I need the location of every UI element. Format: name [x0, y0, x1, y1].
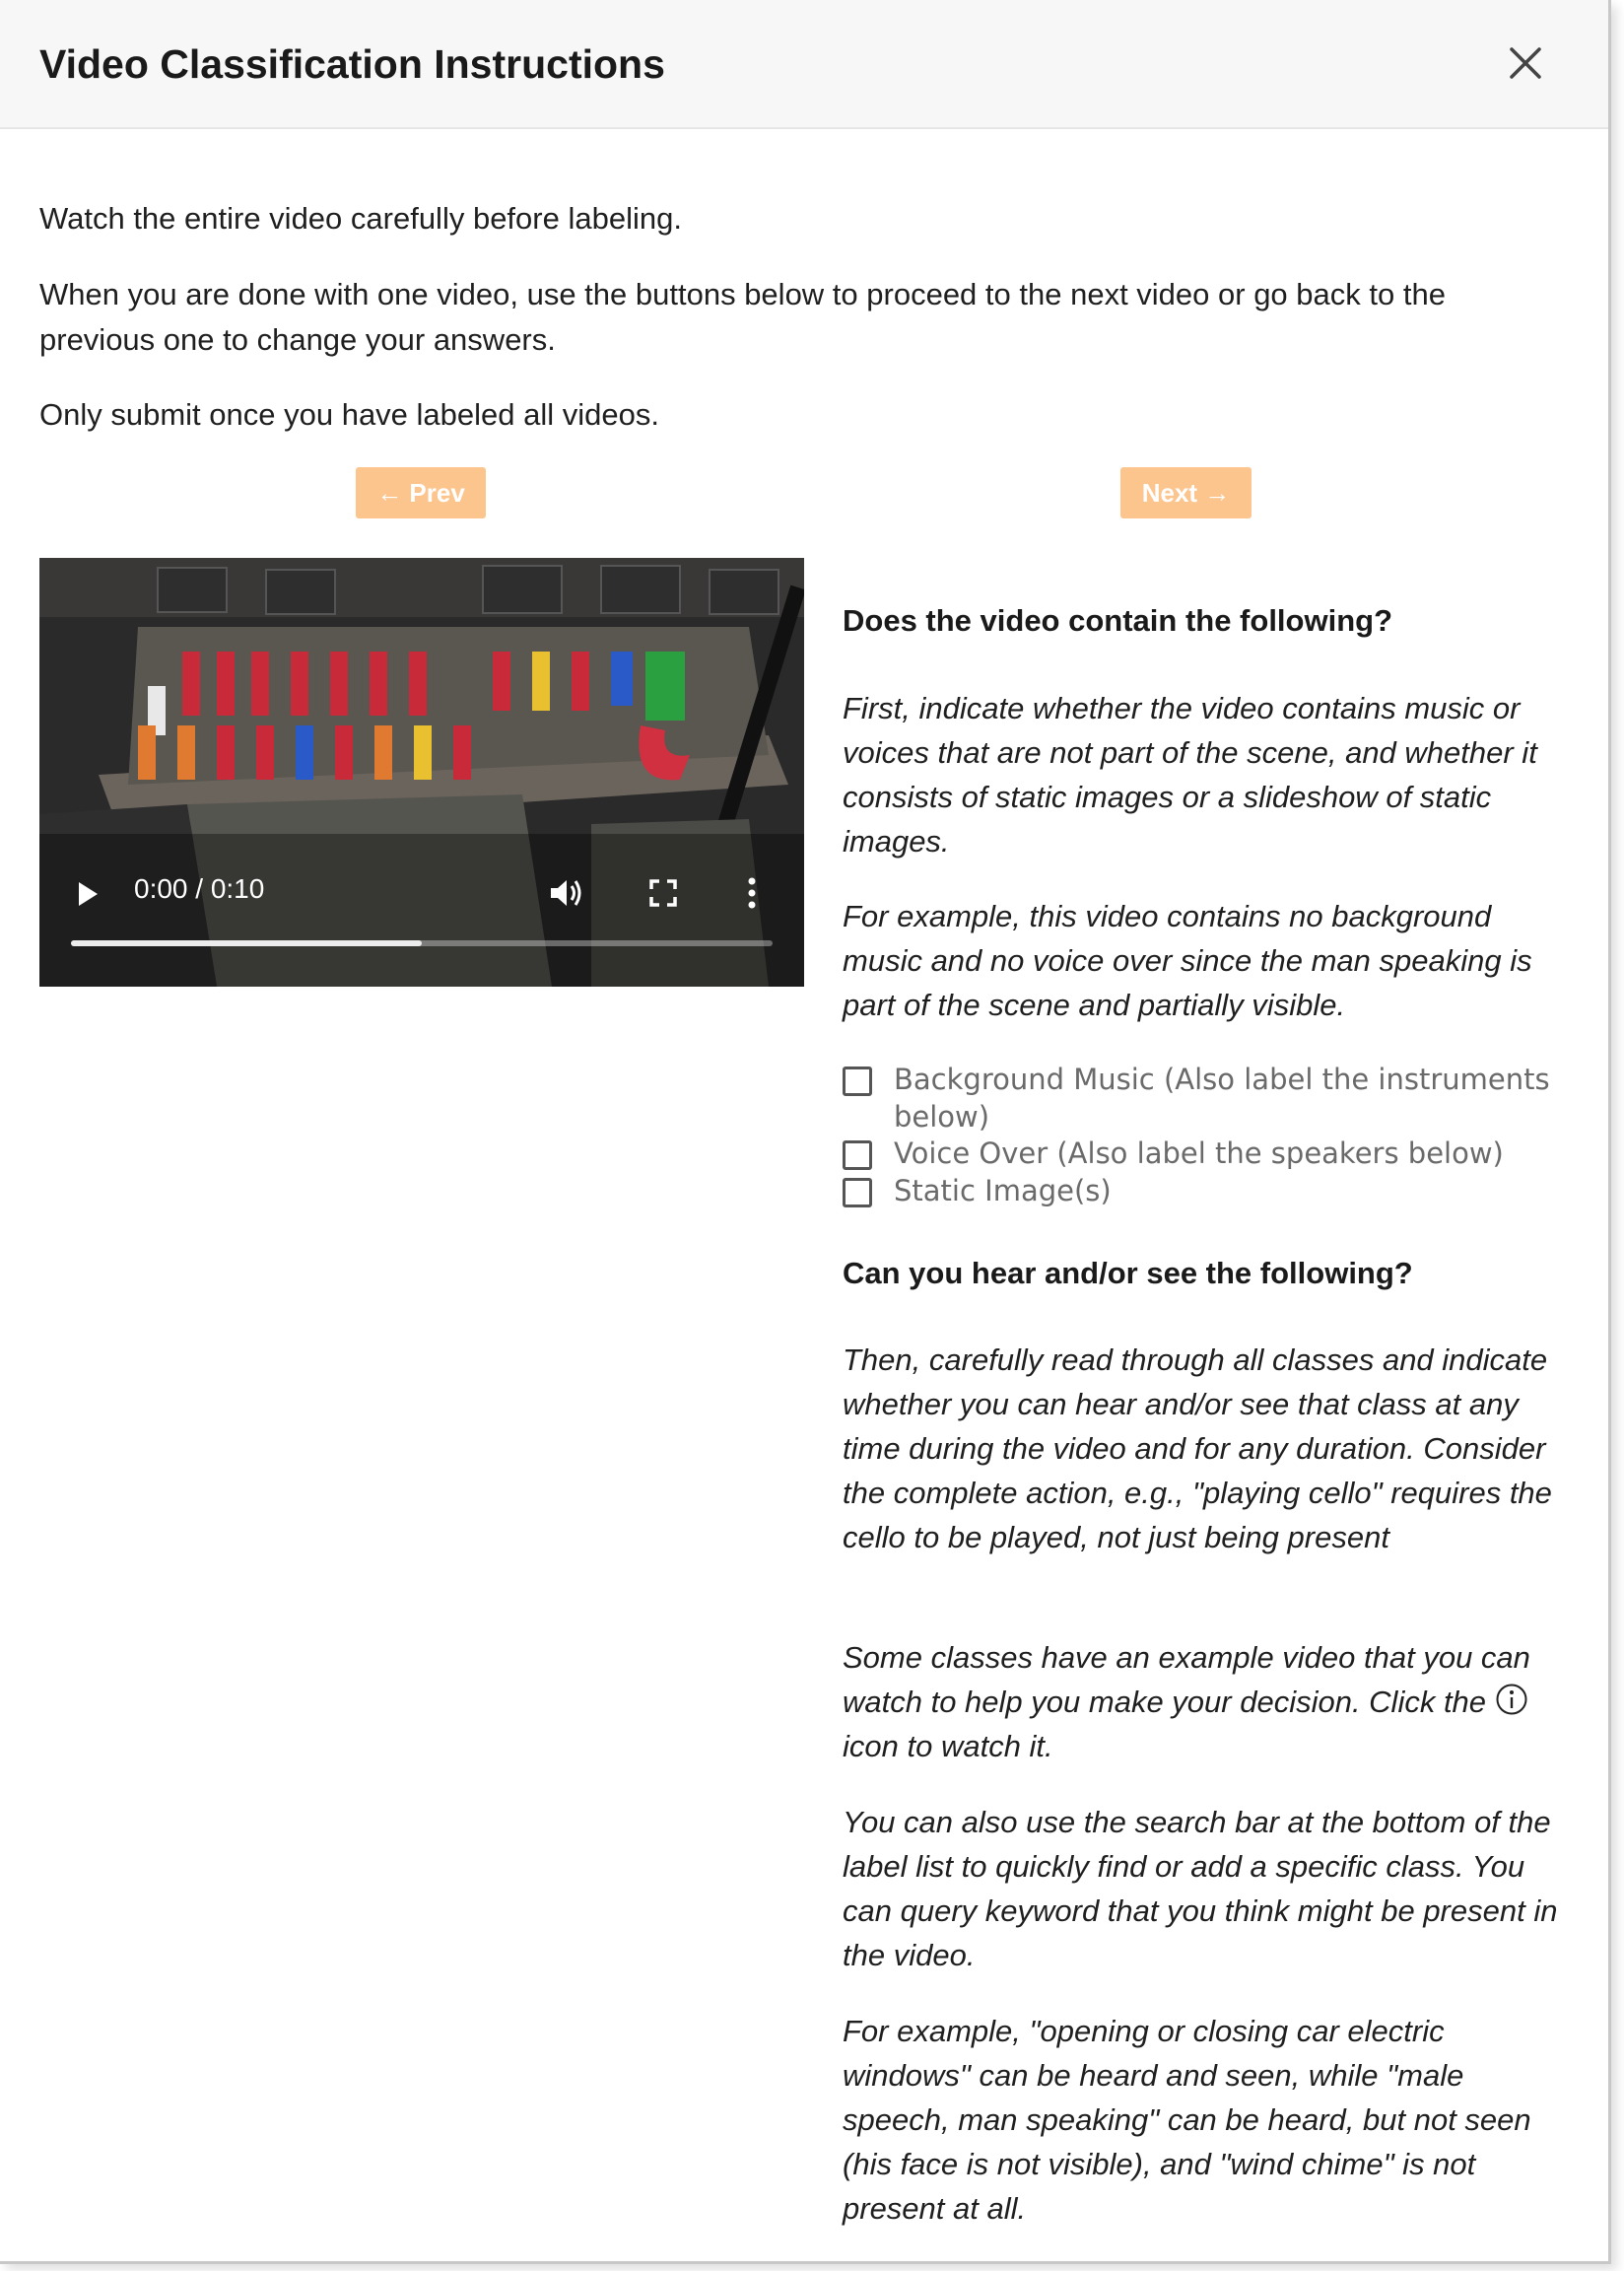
background-music-checkbox[interactable] — [843, 1067, 872, 1096]
static-images-checkbox[interactable] — [843, 1178, 872, 1207]
video-player[interactable] — [39, 558, 804, 987]
next-button[interactable]: Next → — [1120, 467, 1252, 518]
section2-paragraph-3: You can also use the search bar at the bottom of the label list to quickly find or add a specific class. You can query keyword that you think might be present in the video. — [843, 1805, 1558, 1972]
intro-paragraph-2: When you are done with one video, use the buttons below to proceed to the next video or go back to the previous one to change your answers. — [39, 277, 1446, 357]
close-icon[interactable] — [1502, 39, 1549, 87]
background-music-label: Background Music (Also label the instruments below) — [894, 1063, 1550, 1134]
intro-paragraph-1: Watch the entire video carefully before labeling. — [39, 201, 682, 236]
modal-title: Video Classification Instructions — [39, 41, 665, 87]
voice-over-label: Voice Over (Also label the speakers below) — [894, 1136, 1504, 1170]
info-icon — [1495, 1683, 1528, 1716]
section2-paragraph-1: Then, carefully read through all classes and indicate whether you can hear and/or see that class at any time during the video and for any duration. Consider the complete action, e.g., "playing cello" requires the cello to be played, not just being present — [843, 1342, 1552, 1554]
section1-heading: Does the video contain the following? — [843, 603, 1393, 638]
voice-over-checkbox[interactable] — [843, 1140, 872, 1170]
option-background-music[interactable] — [843, 1061, 1564, 1136]
video-progress-fill — [71, 940, 422, 946]
volume-icon[interactable] — [548, 875, 583, 911]
section2-paragraph-4: For example, "opening or closing car electric windows" can be heard and seen, while "male speech, man speaking" can be heard, but not seen (his face is not visible), and "wind chime" is not present at all. — [843, 2014, 1531, 2226]
fullscreen-icon[interactable] — [648, 878, 678, 908]
option-static-images[interactable] — [843, 1172, 1112, 1209]
play-icon[interactable] — [77, 881, 99, 907]
section1-paragraph-1: First, indicate whether the video contains music or voices that are not part of the scene, and whether it consists of static images or a slideshow of static images. — [843, 691, 1537, 859]
section2-paragraph-2-before: Some classes have an example video that you can watch to help you make your decision. Click the — [843, 1640, 1530, 1719]
static-images-label: Static Image(s) — [894, 1174, 1112, 1207]
option-voice-over[interactable] — [843, 1135, 1504, 1172]
modal-header — [0, 0, 1608, 129]
more-vert-icon[interactable] — [746, 876, 758, 910]
video-progress-track[interactable] — [71, 940, 773, 946]
video-time: 0:00 / 0:10 — [134, 873, 265, 904]
intro-paragraph-3: Only submit once you have labeled all videos. — [39, 397, 659, 432]
video-frame — [39, 558, 804, 987]
section2-heading: Can you hear and/or see the following? — [843, 1256, 1413, 1290]
section1-paragraph-2: For example, this video contains no background music and no voice over since the man speaking is part of the scene and partially visible. — [843, 899, 1532, 1022]
prev-button[interactable]: ← Prev — [356, 467, 486, 518]
section2-paragraph-2 — [843, 1635, 1572, 1768]
section2-paragraph-2-after: icon to watch it. — [843, 1729, 1053, 1763]
